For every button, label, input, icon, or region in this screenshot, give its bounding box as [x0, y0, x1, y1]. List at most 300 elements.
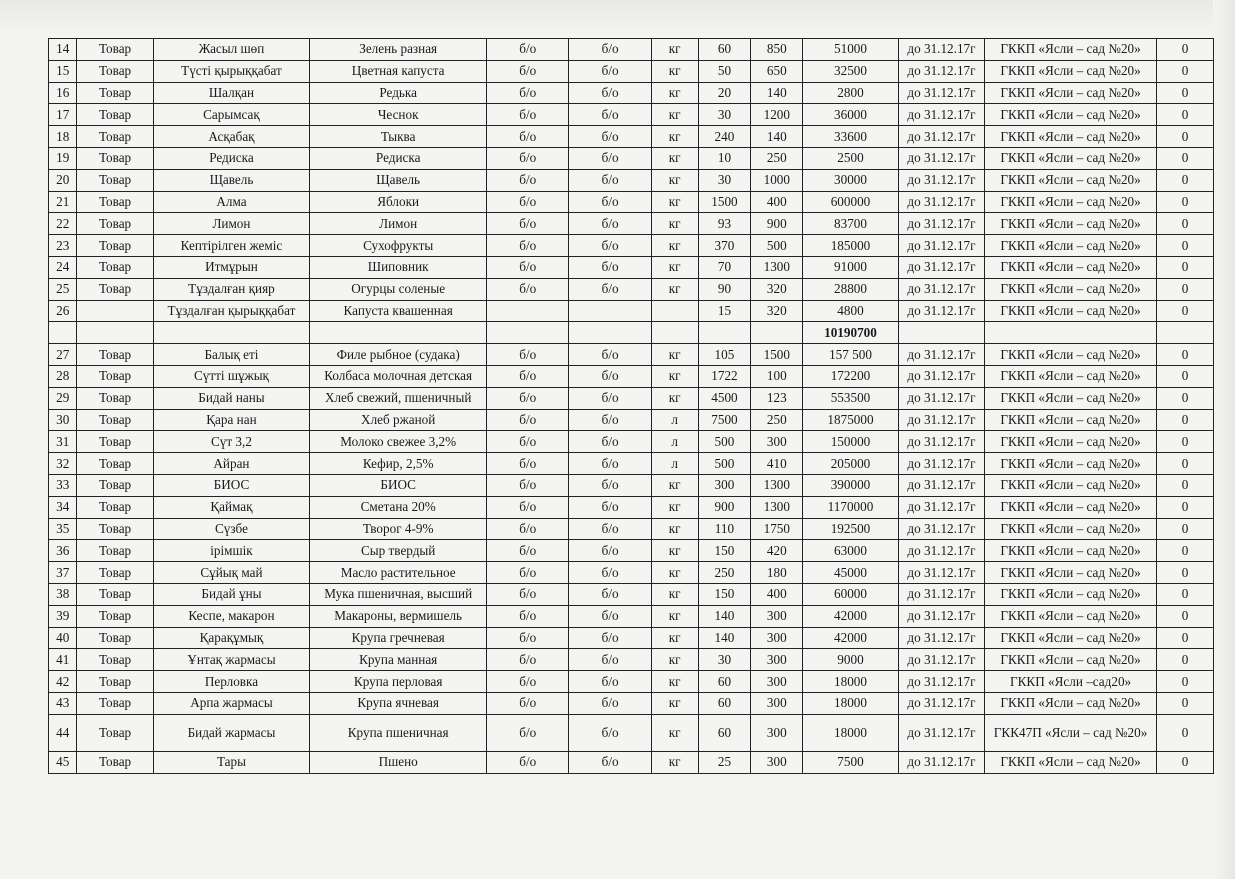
delivery-place-cell: ГКК47П «Ясли – сад №20»: [985, 714, 1157, 751]
extra-value-cell: 0: [1156, 39, 1213, 61]
item-type-cell: Товар: [77, 82, 153, 104]
table-row: [49, 474, 1214, 496]
total-sum-cell: 390000: [803, 474, 899, 496]
delivery-place-cell: ГККП «Ясли – сад №20»: [985, 191, 1157, 213]
item-type-cell: Товар: [77, 39, 153, 61]
row-number-cell: 26: [49, 300, 77, 322]
table-row: [49, 692, 1214, 714]
delivery-place-cell: ГККП «Ясли – сад №20»: [985, 278, 1157, 300]
delivery-term-cell: до 31.12.17г: [898, 104, 984, 126]
unit-price-cell: 1500: [751, 344, 803, 366]
extra-value-cell: 0: [1156, 191, 1213, 213]
unit-price-cell: 140: [751, 126, 803, 148]
table-row: [49, 39, 1214, 61]
extra-value-cell: 0: [1156, 256, 1213, 278]
table-row: [49, 365, 1214, 387]
delivery-place-cell: ГККП «Ясли – сад №20»: [985, 627, 1157, 649]
spec-a-cell: б/о: [487, 344, 569, 366]
total-sum-cell: 205000: [803, 453, 899, 475]
quantity-cell: 105: [698, 344, 751, 366]
name-kazakh-cell: Алма: [153, 191, 310, 213]
item-type-cell: Товар: [77, 387, 153, 409]
spec-a-cell: б/о: [487, 714, 569, 751]
unit-cell: кг: [651, 562, 698, 584]
name-russian-cell: Зелень разная: [310, 39, 487, 61]
quantity-cell: 93: [698, 213, 751, 235]
total-sum-cell: 7500: [803, 751, 899, 773]
name-russian-cell: Сметана 20%: [310, 496, 487, 518]
spec-b-cell: б/о: [569, 431, 651, 453]
quantity-cell: 140: [698, 627, 751, 649]
spec-a-cell: б/о: [487, 409, 569, 431]
delivery-place-cell: ГККП «Ясли – сад №20»: [985, 751, 1157, 773]
unit-price-cell: 300: [751, 692, 803, 714]
extra-value-cell: 0: [1156, 104, 1213, 126]
unit-cell: кг: [651, 583, 698, 605]
quantity-cell: 60: [698, 692, 751, 714]
delivery-place-cell: ГККП «Ясли – сад №20»: [985, 365, 1157, 387]
name-russian-cell: Кефир, 2,5%: [310, 453, 487, 475]
unit-price-cell: 1000: [751, 169, 803, 191]
unit-price-cell: 180: [751, 562, 803, 584]
spec-b-cell: б/о: [569, 692, 651, 714]
spec-a-cell: б/о: [487, 540, 569, 562]
name-kazakh-cell: Түсті қырыққабат: [153, 60, 310, 82]
unit-cell: л: [651, 453, 698, 475]
unit-price-cell: 300: [751, 751, 803, 773]
total-sum-cell: 2800: [803, 82, 899, 104]
extra-value-cell: 0: [1156, 562, 1213, 584]
delivery-term-cell: до 31.12.17г: [898, 540, 984, 562]
delivery-place-cell: ГККП «Ясли – сад №20»: [985, 474, 1157, 496]
unit-price-cell: 410: [751, 453, 803, 475]
name-kazakh-cell: Шалқан: [153, 82, 310, 104]
row-number-cell: 44: [49, 714, 77, 751]
unit-price-cell: 300: [751, 605, 803, 627]
extra-value-cell: 0: [1156, 474, 1213, 496]
extra-value-cell: 0: [1156, 496, 1213, 518]
total-sum-cell: 91000: [803, 256, 899, 278]
row-number-cell: 30: [49, 409, 77, 431]
item-type-cell: Товар: [77, 235, 153, 257]
quantity-cell: 4500: [698, 387, 751, 409]
row-number-cell: 31: [49, 431, 77, 453]
spec-b-cell: б/о: [569, 60, 651, 82]
spec-a-cell: б/о: [487, 213, 569, 235]
item-type-cell: Товар: [77, 562, 153, 584]
quantity-cell: 900: [698, 496, 751, 518]
name-kazakh-cell: Балық еті: [153, 344, 310, 366]
quantity-cell: 60: [698, 671, 751, 693]
unit-cell: кг: [651, 627, 698, 649]
unit-cell: кг: [651, 147, 698, 169]
item-type-cell: Товар: [77, 147, 153, 169]
table-row: [49, 387, 1214, 409]
spec-b-cell: б/о: [569, 278, 651, 300]
spec-a-cell: б/о: [487, 104, 569, 126]
delivery-place-cell: ГККП «Ясли – сад №20»: [985, 649, 1157, 671]
total-sum-cell: 185000: [803, 235, 899, 257]
unit-cell: кг: [651, 104, 698, 126]
unit-cell: кг: [651, 256, 698, 278]
spec-b-cell: б/о: [569, 191, 651, 213]
row-number-cell: 40: [49, 627, 77, 649]
unit-cell: кг: [651, 496, 698, 518]
empty-cell: [569, 322, 651, 344]
spec-a-cell: б/о: [487, 191, 569, 213]
unit-cell: кг: [651, 649, 698, 671]
name-russian-cell: Крупа пшеничная: [310, 714, 487, 751]
quantity-cell: 500: [698, 431, 751, 453]
extra-value-cell: 0: [1156, 147, 1213, 169]
unit-price-cell: 250: [751, 147, 803, 169]
table-row: [49, 671, 1214, 693]
table-row: [49, 60, 1214, 82]
total-sum-cell: 51000: [803, 39, 899, 61]
total-sum-cell: 18000: [803, 671, 899, 693]
delivery-term-cell: до 31.12.17г: [898, 213, 984, 235]
item-type-cell: Товар: [77, 671, 153, 693]
total-sum-cell: 63000: [803, 540, 899, 562]
unit-cell: кг: [651, 278, 698, 300]
item-type-cell: Товар: [77, 409, 153, 431]
row-number-cell: 34: [49, 496, 77, 518]
spec-b-cell: б/о: [569, 453, 651, 475]
extra-value-cell: 0: [1156, 235, 1213, 257]
row-number-cell: 38: [49, 583, 77, 605]
delivery-term-cell: до 31.12.17г: [898, 235, 984, 257]
spec-a-cell: б/о: [487, 474, 569, 496]
empty-cell: [153, 322, 310, 344]
item-type-cell: Товар: [77, 365, 153, 387]
unit-price-cell: 1300: [751, 474, 803, 496]
unit-cell: кг: [651, 714, 698, 751]
quantity-cell: 50: [698, 60, 751, 82]
total-sum-cell: 2500: [803, 147, 899, 169]
table-row: [49, 649, 1214, 671]
quantity-cell: 70: [698, 256, 751, 278]
spec-b-cell: б/о: [569, 671, 651, 693]
table-row: [49, 431, 1214, 453]
spec-a-cell: б/о: [487, 605, 569, 627]
total-sum-cell: 1875000: [803, 409, 899, 431]
unit-price-cell: 1300: [751, 256, 803, 278]
empty-cell: [1156, 322, 1213, 344]
delivery-term-cell: до 31.12.17г: [898, 453, 984, 475]
table-row: [49, 82, 1214, 104]
delivery-term-cell: до 31.12.17г: [898, 496, 984, 518]
name-kazakh-cell: Кеспе, макарон: [153, 605, 310, 627]
spec-a-cell: б/о: [487, 751, 569, 773]
spec-b-cell: [569, 300, 651, 322]
name-russian-cell: Тыква: [310, 126, 487, 148]
quantity-cell: 60: [698, 714, 751, 751]
quantity-cell: 240: [698, 126, 751, 148]
spec-b-cell: б/о: [569, 104, 651, 126]
item-type-cell: Товар: [77, 496, 153, 518]
delivery-term-cell: до 31.12.17г: [898, 649, 984, 671]
name-russian-cell: Чеснок: [310, 104, 487, 126]
total-sum-cell: 28800: [803, 278, 899, 300]
delivery-place-cell: ГККП «Ясли – сад №20»: [985, 213, 1157, 235]
name-russian-cell: Молоко свежее 3,2%: [310, 431, 487, 453]
unit-price-cell: 850: [751, 39, 803, 61]
name-kazakh-cell: Сүт 3,2: [153, 431, 310, 453]
row-number-cell: 17: [49, 104, 77, 126]
table-row: [49, 126, 1214, 148]
spec-b-cell: б/о: [569, 474, 651, 496]
delivery-place-cell: ГККП «Ясли – сад №20»: [985, 540, 1157, 562]
name-kazakh-cell: Бидай наны: [153, 387, 310, 409]
extra-value-cell: 0: [1156, 605, 1213, 627]
delivery-term-cell: до 31.12.17г: [898, 583, 984, 605]
spec-a-cell: б/о: [487, 147, 569, 169]
delivery-place-cell: ГККП «Ясли – сад №20»: [985, 82, 1157, 104]
item-type-cell: Товар: [77, 583, 153, 605]
spec-a-cell: б/о: [487, 518, 569, 540]
delivery-place-cell: ГККП «Ясли – сад №20»: [985, 39, 1157, 61]
empty-cell: [49, 322, 77, 344]
spec-b-cell: б/о: [569, 583, 651, 605]
extra-value-cell: 0: [1156, 583, 1213, 605]
spec-a-cell: б/о: [487, 82, 569, 104]
extra-value-cell: 0: [1156, 213, 1213, 235]
unit-cell: кг: [651, 191, 698, 213]
table-row: [49, 562, 1214, 584]
empty-cell: [751, 322, 803, 344]
table-row: [49, 300, 1214, 322]
delivery-term-cell: до 31.12.17г: [898, 627, 984, 649]
name-russian-cell: Сыр твердый: [310, 540, 487, 562]
extra-value-cell: 0: [1156, 387, 1213, 409]
item-type-cell: Товар: [77, 692, 153, 714]
name-kazakh-cell: Бидай жармасы: [153, 714, 310, 751]
name-kazakh-cell: Итмұрын: [153, 256, 310, 278]
spec-a-cell: б/о: [487, 692, 569, 714]
procurement-table: [48, 38, 1214, 774]
total-sum-cell: 192500: [803, 518, 899, 540]
name-russian-cell: Масло растительное: [310, 562, 487, 584]
total-sum-cell: 42000: [803, 605, 899, 627]
quantity-cell: 90: [698, 278, 751, 300]
item-type-cell: Товар: [77, 751, 153, 773]
total-sum-cell: 32500: [803, 60, 899, 82]
name-russian-cell: Филе рыбное (судака): [310, 344, 487, 366]
item-type-cell: Товар: [77, 474, 153, 496]
spec-a-cell: б/о: [487, 562, 569, 584]
delivery-term-cell: до 31.12.17г: [898, 671, 984, 693]
name-russian-cell: Редиска: [310, 147, 487, 169]
unit-price-cell: 400: [751, 191, 803, 213]
extra-value-cell: 0: [1156, 627, 1213, 649]
delivery-term-cell: до 31.12.17г: [898, 344, 984, 366]
delivery-place-cell: ГККП «Ясли – сад №20»: [985, 235, 1157, 257]
name-kazakh-cell: Щавель: [153, 169, 310, 191]
name-kazakh-cell: Тары: [153, 751, 310, 773]
delivery-place-cell: ГККП «Ясли –сад20»: [985, 671, 1157, 693]
delivery-term-cell: до 31.12.17г: [898, 278, 984, 300]
name-russian-cell: Щавель: [310, 169, 487, 191]
quantity-cell: 370: [698, 235, 751, 257]
unit-price-cell: 300: [751, 671, 803, 693]
name-russian-cell: Макароны, вермишель: [310, 605, 487, 627]
delivery-term-cell: до 31.12.17г: [898, 191, 984, 213]
extra-value-cell: 0: [1156, 692, 1213, 714]
row-number-cell: 27: [49, 344, 77, 366]
table-row: [49, 583, 1214, 605]
item-type-cell: Товар: [77, 256, 153, 278]
total-sum-cell: 18000: [803, 692, 899, 714]
extra-value-cell: 0: [1156, 126, 1213, 148]
unit-price-cell: 300: [751, 431, 803, 453]
table-row: [49, 605, 1214, 627]
name-kazakh-cell: Сүзбе: [153, 518, 310, 540]
spec-a-cell: б/о: [487, 453, 569, 475]
delivery-place-cell: ГККП «Ясли – сад №20»: [985, 387, 1157, 409]
unit-cell: кг: [651, 213, 698, 235]
total-sum-cell: 172200: [803, 365, 899, 387]
total-sum-cell: 600000: [803, 191, 899, 213]
delivery-term-cell: до 31.12.17г: [898, 751, 984, 773]
name-kazakh-cell: Кептірілген жеміс: [153, 235, 310, 257]
item-type-cell: Товар: [77, 431, 153, 453]
item-type-cell: Товар: [77, 213, 153, 235]
delivery-term-cell: до 31.12.17г: [898, 714, 984, 751]
spec-a-cell: б/о: [487, 60, 569, 82]
spec-b-cell: б/о: [569, 562, 651, 584]
unit-cell: кг: [651, 387, 698, 409]
name-kazakh-cell: Асқабақ: [153, 126, 310, 148]
empty-cell: [898, 322, 984, 344]
table-row: [49, 169, 1214, 191]
name-kazakh-cell: Бидай ұны: [153, 583, 310, 605]
name-kazakh-cell: ірімшік: [153, 540, 310, 562]
row-number-cell: 19: [49, 147, 77, 169]
delivery-place-cell: ГККП «Ясли – сад №20»: [985, 562, 1157, 584]
name-russian-cell: Хлеб ржаной: [310, 409, 487, 431]
name-kazakh-cell: Айран: [153, 453, 310, 475]
scan-edge-top: [0, 0, 1235, 36]
unit-cell: кг: [651, 82, 698, 104]
delivery-place-cell: ГККП «Ясли – сад №20»: [985, 126, 1157, 148]
empty-cell: [77, 322, 153, 344]
row-number-cell: 36: [49, 540, 77, 562]
empty-cell: [698, 322, 751, 344]
table-row: [49, 104, 1214, 126]
unit-price-cell: 1200: [751, 104, 803, 126]
extra-value-cell: 0: [1156, 169, 1213, 191]
table-row: [49, 409, 1214, 431]
spec-a-cell: б/о: [487, 235, 569, 257]
quantity-cell: 30: [698, 649, 751, 671]
delivery-term-cell: до 31.12.17г: [898, 692, 984, 714]
unit-price-cell: 1300: [751, 496, 803, 518]
delivery-term-cell: до 31.12.17г: [898, 60, 984, 82]
unit-cell: кг: [651, 344, 698, 366]
table-row: [49, 518, 1214, 540]
name-kazakh-cell: Перловка: [153, 671, 310, 693]
spec-b-cell: б/о: [569, 605, 651, 627]
extra-value-cell: 0: [1156, 453, 1213, 475]
total-sum-cell: 60000: [803, 583, 899, 605]
spec-a-cell: б/о: [487, 649, 569, 671]
quantity-cell: 7500: [698, 409, 751, 431]
unit-cell: кг: [651, 169, 698, 191]
table-row: [49, 714, 1214, 751]
empty-cell: [310, 322, 487, 344]
row-number-cell: 16: [49, 82, 77, 104]
unit-price-cell: 300: [751, 627, 803, 649]
row-number-cell: 42: [49, 671, 77, 693]
unit-cell: кг: [651, 540, 698, 562]
row-number-cell: 25: [49, 278, 77, 300]
extra-value-cell: 0: [1156, 540, 1213, 562]
item-type-cell: Товар: [77, 278, 153, 300]
total-sum-cell: 42000: [803, 627, 899, 649]
delivery-term-cell: до 31.12.17г: [898, 474, 984, 496]
extra-value-cell: 0: [1156, 365, 1213, 387]
extra-value-cell: 0: [1156, 431, 1213, 453]
quantity-cell: 140: [698, 605, 751, 627]
scan-edge-right: [1213, 0, 1235, 879]
unit-price-cell: 300: [751, 714, 803, 751]
delivery-term-cell: до 31.12.17г: [898, 300, 984, 322]
item-type-cell: Товар: [77, 169, 153, 191]
spec-a-cell: б/о: [487, 431, 569, 453]
row-number-cell: 28: [49, 365, 77, 387]
item-type-cell: Товар: [77, 649, 153, 671]
row-number-cell: 20: [49, 169, 77, 191]
delivery-place-cell: ГККП «Ясли – сад №20»: [985, 147, 1157, 169]
delivery-term-cell: до 31.12.17г: [898, 365, 984, 387]
delivery-term-cell: до 31.12.17г: [898, 256, 984, 278]
row-number-cell: 14: [49, 39, 77, 61]
row-number-cell: 33: [49, 474, 77, 496]
unit-cell: кг: [651, 605, 698, 627]
row-number-cell: 45: [49, 751, 77, 773]
spec-b-cell: б/о: [569, 39, 651, 61]
row-number-cell: 15: [49, 60, 77, 82]
name-russian-cell: Яблоки: [310, 191, 487, 213]
delivery-place-cell: ГККП «Ясли – сад №20»: [985, 60, 1157, 82]
row-number-cell: 41: [49, 649, 77, 671]
name-russian-cell: Пшено: [310, 751, 487, 773]
delivery-place-cell: ГККП «Ясли – сад №20»: [985, 344, 1157, 366]
unit-price-cell: 420: [751, 540, 803, 562]
row-number-cell: 22: [49, 213, 77, 235]
table-row: [49, 344, 1214, 366]
name-kazakh-cell: Сарымсақ: [153, 104, 310, 126]
delivery-term-cell: до 31.12.17г: [898, 431, 984, 453]
unit-price-cell: 300: [751, 649, 803, 671]
spec-a-cell: б/о: [487, 169, 569, 191]
name-kazakh-cell: Қара нан: [153, 409, 310, 431]
extra-value-cell: 0: [1156, 518, 1213, 540]
delivery-place-cell: ГККП «Ясли – сад №20»: [985, 692, 1157, 714]
quantity-cell: 300: [698, 474, 751, 496]
delivery-place-cell: ГККП «Ясли – сад №20»: [985, 431, 1157, 453]
unit-cell: л: [651, 409, 698, 431]
delivery-term-cell: до 31.12.17г: [898, 169, 984, 191]
quantity-cell: 20: [698, 82, 751, 104]
spec-a-cell: б/о: [487, 387, 569, 409]
row-number-cell: 24: [49, 256, 77, 278]
quantity-cell: 25: [698, 751, 751, 773]
name-kazakh-cell: Қаймақ: [153, 496, 310, 518]
delivery-term-cell: до 31.12.17г: [898, 562, 984, 584]
row-number-cell: 23: [49, 235, 77, 257]
quantity-cell: 150: [698, 540, 751, 562]
